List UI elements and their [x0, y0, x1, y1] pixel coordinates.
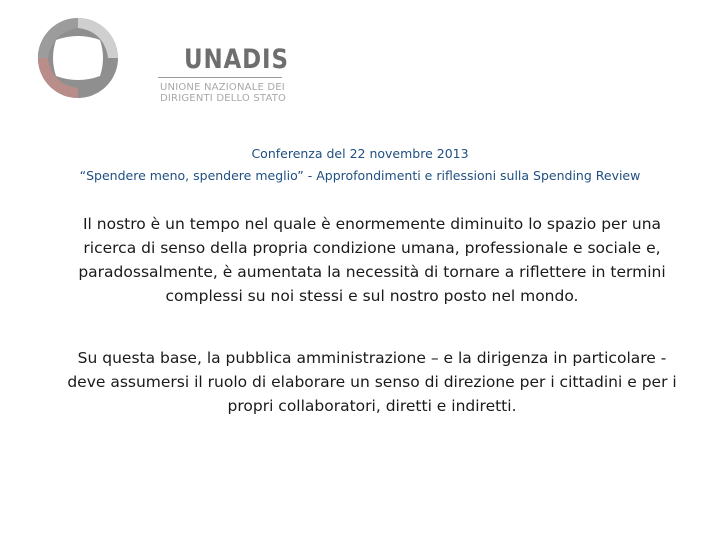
body-paragraph-1: Il nostro è un tempo nel quale è enormemente diminuito lo spazio per una ricerca di senso della propria condizione umana, professionale e sociale e, paradossalmente, è aumentata la necessità di tornare a riflettere in termini complessi su noi stessi e sul nostro posto nel mondo. [78, 215, 666, 305]
logo-subtitle-line1: UNIONE NAZIONALE DEI [160, 82, 285, 93]
logo-subtitle-line2: DIRIGENTI DELLO STATO [160, 93, 287, 104]
unadis-logo [36, 16, 289, 104]
unadis-logo-mark-icon [36, 16, 120, 100]
conference-subtitle: “Spendere meno, spendere meglio” - Approfondimenti e riflessioni sulla Spending Review [79, 168, 641, 183]
logo-divider [158, 77, 282, 78]
logo-title: UNADIS [184, 44, 289, 75]
logo-subtitle [160, 82, 290, 104]
body-paragraph-2: Su questa base, la pubblica amministrazione – e la dirigenza in particolare - deve assumersi il ruolo di elaborare un senso di direzione per i cittadini e per i propri collaboratori, diretti e indiretti. [67, 349, 677, 415]
conference-title: Conferenza del 22 novembre 2013 [251, 146, 469, 161]
